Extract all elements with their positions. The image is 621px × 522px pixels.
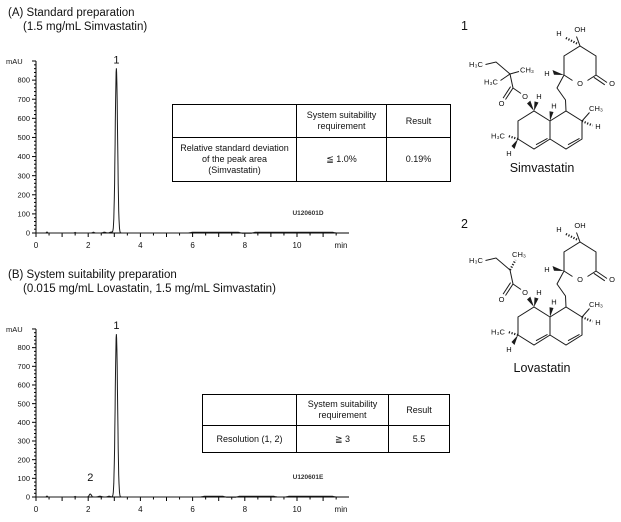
y-axis-unit-label: mAU	[6, 57, 23, 67]
x-tick-label: 2	[85, 505, 91, 514]
table-b-requirement-value: ≧ 3	[297, 426, 389, 453]
y-tick-label: 600	[17, 113, 30, 123]
y-tick-label: 0	[25, 492, 30, 502]
lactone-h-wedge	[553, 266, 565, 271]
system-suitability-table-b	[202, 394, 450, 453]
lactone-ring-bonds	[564, 242, 596, 277]
ring-methyl-bond	[582, 113, 590, 122]
y-tick-label: 500	[17, 133, 30, 143]
structure-1-caption: Simvastatin	[509, 161, 575, 175]
structure-1-index: 1	[461, 19, 468, 33]
c8a-h-label: H	[551, 101, 557, 111]
x-tick-label: 6	[190, 505, 195, 514]
table-a-header-blank	[173, 105, 297, 138]
lovastatin-structure	[456, 208, 621, 398]
carbinol-h-hash-bond	[565, 234, 577, 240]
y-tick-label: 700	[17, 361, 30, 371]
side-methyl-bond	[510, 72, 519, 75]
ester-o-wedge	[527, 101, 534, 111]
hydroxyl-label: OH	[574, 221, 586, 230]
ring-h-label: H	[595, 122, 601, 131]
lactone-carbonyl-oxygen: O	[609, 79, 615, 88]
y-tick-label: 500	[17, 399, 30, 409]
system-suitability-table-a	[172, 104, 451, 182]
y-tick-label: 100	[17, 209, 30, 219]
ester-o-wedge	[527, 297, 534, 307]
panel-b-title-line2: (0.015 mg/mL Lovastatin, 1.5 mg/mL Simvastatin)	[23, 283, 276, 295]
bottom-h-label: H	[506, 345, 512, 354]
y-axis-unit-label: mAU	[6, 324, 23, 334]
y-tick-label: 300	[17, 436, 30, 446]
alpha-methyl-hash-bond	[510, 260, 516, 270]
table-a-header-requirement: System suitability requirement	[297, 105, 387, 138]
peak-label-1: 1	[113, 320, 120, 333]
carbinol-h-hash-bond	[565, 38, 577, 44]
acyl-oxygen-label: O	[498, 99, 505, 108]
bottom-h-label: H	[506, 149, 512, 158]
bottom-methyl-hash-bond	[508, 136, 519, 139]
peak-label-2: 2	[87, 472, 94, 484]
bottom-methyl-label: H₃C	[491, 327, 505, 337]
y-tick-label: 800	[17, 343, 30, 353]
x-tick-label: 10	[292, 505, 302, 514]
bottom-h-wedge	[512, 139, 519, 149]
table-a-parameter: Relative standard deviation of the peak area (Simvastatin)	[173, 138, 297, 182]
acyl-carbonyl-bond	[503, 87, 513, 100]
y-tick-label: 100	[17, 473, 30, 483]
acyl-c2-bond	[510, 74, 513, 88]
table-b-parameter: Resolution (1, 2)	[203, 426, 297, 453]
y-tick-label: 200	[17, 190, 30, 200]
x-tick-label: 0	[33, 505, 39, 514]
x-tick-label: 8	[242, 241, 248, 250]
y-tick-label: 800	[17, 75, 30, 85]
terminal-methyl-label: H₃C	[469, 256, 483, 265]
run-id-label: U120601D	[292, 210, 324, 217]
table-row	[173, 138, 451, 182]
x-axis-unit-label: min	[334, 241, 348, 250]
panel-a-title-line2: (1.5 mg/mL Simvastatin)	[23, 21, 148, 33]
hydroxyl-bond	[577, 37, 581, 47]
hydroxyl-label: OH	[574, 25, 586, 34]
x-axis-unit-label: min	[334, 505, 348, 514]
table-b-header-result: Result	[389, 395, 450, 426]
lactone-h-label: H	[544, 69, 550, 78]
c8a-h-label: H	[551, 297, 557, 307]
x-tick-label: 4	[138, 505, 143, 514]
ring-methyl-label: CH₃	[589, 104, 603, 113]
table-row	[203, 426, 450, 453]
x-tick-label: 0	[33, 241, 39, 250]
run-id-label: U120601E	[292, 474, 324, 481]
acyl-carbonyl-bond	[503, 283, 513, 296]
x-tick-label: 2	[85, 241, 91, 250]
y-tick-label: 200	[17, 455, 30, 465]
lactone-ring-oxygen: O	[577, 79, 583, 88]
ring-methyl-bond	[582, 309, 590, 318]
hydroxyl-bond	[577, 233, 581, 243]
side-ethyl-bonds	[486, 258, 511, 270]
ethylene-bridge-bonds	[557, 75, 566, 111]
lactone-carbonyl-bond	[594, 75, 607, 85]
side-ethyl-bonds	[486, 62, 511, 74]
bottom-methyl-label: H₃C	[491, 131, 505, 141]
table-b-header-blank	[203, 395, 297, 426]
ester-o-acyl-bond	[513, 284, 521, 290]
bottom-methyl-hash-bond	[508, 332, 519, 335]
lactone-carbonyl-oxygen: O	[609, 275, 615, 284]
y-tick-label: 400	[17, 152, 30, 162]
lactone-h-label: H	[544, 265, 550, 274]
lactone-h-wedge	[553, 70, 565, 75]
x-tick-label: 8	[242, 505, 248, 514]
x-tick-label: 10	[292, 241, 302, 250]
structure-2-caption: Lovastatin	[513, 361, 571, 375]
lactone-carbonyl-bond	[594, 271, 607, 281]
side-methyl2-bond	[501, 74, 511, 81]
c8-h-label: H	[536, 288, 542, 297]
ring-h-hash-bond	[582, 317, 593, 322]
structure-2-index: 2	[461, 217, 468, 231]
terminal-methyl-label: H₃C	[469, 60, 483, 69]
panel-a-title	[8, 6, 147, 34]
x-tick-label: 6	[190, 241, 195, 250]
y-tick-label: 400	[17, 417, 30, 427]
table-a-result-value: 0.19%	[387, 138, 451, 182]
side-methyl2-label: H₃C	[484, 77, 498, 87]
lactone-ring-oxygen: O	[577, 275, 583, 284]
acyl-c2-bond	[510, 270, 513, 284]
table-b-result-value: 5.5	[389, 426, 450, 453]
y-tick-label: 0	[25, 228, 30, 238]
panel-b-title	[8, 268, 276, 296]
ring-h-label: H	[595, 318, 601, 327]
lactone-ring-bonds	[564, 46, 596, 81]
ester-o-acyl-bond	[513, 88, 521, 94]
bottom-h-wedge	[512, 335, 519, 345]
y-tick-label: 600	[17, 380, 30, 390]
y-tick-label: 700	[17, 94, 30, 104]
table-b-header-requirement: System suitability requirement	[297, 395, 389, 426]
y-tick-label: 300	[17, 171, 30, 181]
table-a-header-result: Result	[387, 105, 451, 138]
panel-b-title-line1: (B) System suitability preparation	[8, 269, 177, 281]
carbinol-h-label: H	[556, 29, 562, 38]
ring-h-hash-bond	[582, 121, 593, 126]
simvastatin-structure	[456, 12, 621, 202]
c8-h-label: H	[536, 92, 542, 101]
c8-h-wedge	[534, 101, 539, 111]
ethylene-bridge-bonds	[557, 271, 566, 307]
ester-oxygen-label: O	[522, 288, 528, 297]
x-tick-label: 4	[138, 241, 143, 250]
panel-a-title-line1: (A) Standard preparation	[8, 7, 135, 19]
table-a-requirement-value: ≦ 1.0%	[297, 138, 387, 182]
alpha-methyl-label: CH₃	[512, 250, 526, 259]
ester-oxygen-label: O	[522, 92, 528, 101]
peak-label-1: 1	[113, 54, 120, 67]
acyl-oxygen-label: O	[498, 295, 505, 304]
c8-h-wedge	[534, 297, 539, 307]
carbinol-h-label: H	[556, 225, 562, 234]
ring-methyl-label: CH₃	[589, 300, 603, 309]
side-methyl-label: CH₃	[520, 65, 534, 75]
